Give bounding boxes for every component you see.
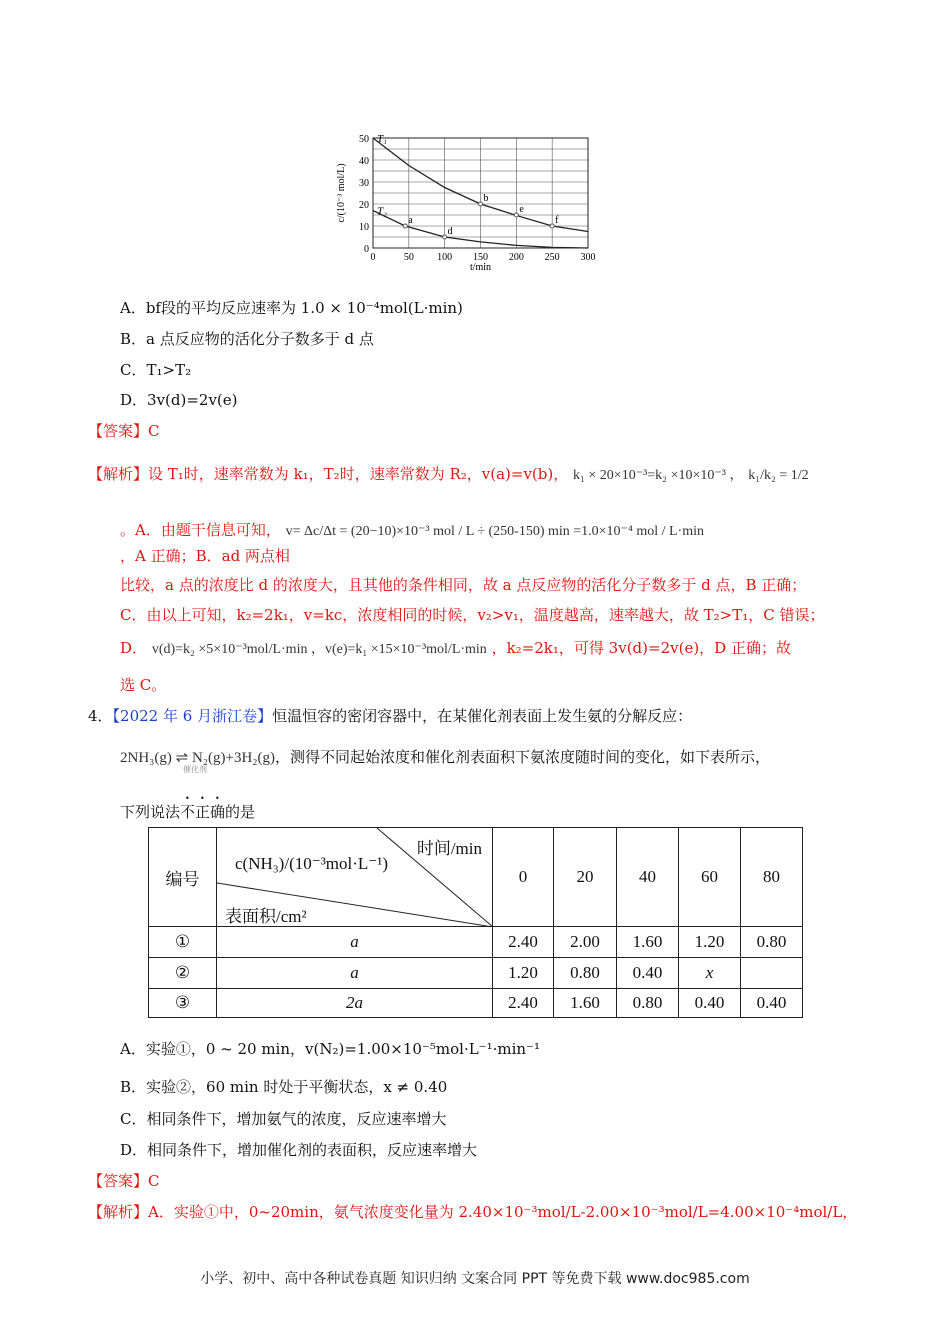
x-tick-label: 100 [437, 252, 453, 263]
q3-analysis-line6: 选 C。 [120, 676, 167, 694]
time-80: 80 [741, 828, 803, 927]
series-label: T₁ [377, 133, 387, 145]
q4-stem2: 2NH₃(g) ⇌ N₂(g)+3H₂(g)，测得不同起始浓度和催化剂表面积下氨浓度随时间的变化，如下表所示， [120, 748, 771, 766]
y-tick-label: 50 [359, 134, 369, 145]
q4-analysis: 【解析】A．实验①中，0~20min，氨气浓度变化量为 2.40×10⁻³mol/L-2.00×10⁻³mol/L=4.00×10⁻⁴mol/L， [88, 1203, 858, 1221]
q3-option-d: D．3v(d)=2v(e) [120, 391, 238, 409]
q3-analysis-line2b: ，A 正确；B．ad 两点相 [120, 547, 290, 565]
header-conc: c(NH₃)/(10⁻³mol·L⁻¹) [235, 854, 389, 873]
q4-option-d: D．相同条件下，增加催化剂的表面积，反应速率增大 [120, 1141, 478, 1159]
point-label: b [483, 193, 489, 204]
q3-option-a: A．bf段的平均反应速率为 1.0 × 10⁻⁴mol(L·min) [120, 299, 463, 317]
q3-ratio: k₁/k₂ = 1/2 [748, 468, 809, 483]
x-tick-label: 250 [544, 252, 560, 263]
q4-option-c: C．相同条件下，增加氨气的浓度，反应速率增大 [120, 1110, 447, 1128]
y-tick-label: 30 [359, 178, 369, 189]
q3-analysis-line5a: D． [120, 639, 148, 657]
q4-answer: 【答案】C [88, 1172, 160, 1190]
q4-option-b: B．实验②，60 min 时处于平衡状态，x ≠ 0.40 [120, 1078, 448, 1096]
header-time: 时间/min [416, 839, 482, 858]
table-row: ② a 1.20 0.80 0.40 x [149, 958, 803, 989]
header-diagonal [217, 828, 493, 927]
header-area: 表面积/cm² [225, 907, 307, 926]
q4-option-a: A．实验①，0 ~ 20 min，v(N₂)=1.00×10⁻⁵mol·L⁻¹·min⁻¹ [120, 1040, 540, 1058]
q3-analysis-group5 [120, 636, 870, 662]
point-label: e [519, 204, 524, 215]
q3-analysis-group2 [120, 518, 870, 568]
time-0: 0 [493, 828, 554, 927]
x-tick-label: 50 [403, 252, 414, 263]
data-point-b [479, 202, 483, 206]
q3-analysis-line1: 【解析】设 T₁时，速率常数为 k₁，T₂时，速率常数为 R₂，v(a)=v(b)， [88, 465, 569, 483]
data-point-e [514, 213, 518, 217]
q3-analysis-line2a: 。A．由题干信息可知， [120, 521, 281, 539]
q4-stem: 4．【2022 年 6 月浙江卷】恒温恒容的密闭容器中，在某催化剂表面上发生氨的分解反应： [88, 707, 693, 725]
point-label: a [408, 215, 413, 226]
q3-answer: 【答案】C [88, 422, 160, 440]
data-point-a [403, 224, 407, 228]
q3-analysis-line5b: ，k₂=2k₁，可得 3v(d)=2v(e)，D 正确；故 [491, 639, 791, 657]
q3-analysis-line3: 比较，a 点的浓度比 d 的浓度大，且其他的条件相同，故 a 点反应物的活化分子数多于 d 点，B 正确； [120, 576, 807, 594]
table-row: ① a 2.40 2.00 1.60 1.20 0.80 [149, 927, 803, 958]
time-40: 40 [617, 828, 679, 927]
q4-source: 【2022 年 6 月浙江卷】 [112, 707, 273, 725]
y-tick-label: 0 [364, 244, 369, 255]
data-point-f [550, 224, 554, 228]
data-point-d [443, 235, 447, 239]
concentration-time-chart [330, 120, 610, 280]
q3-analysis-line4: C．由以上可知，k₂=2k₁，v=kc，浓度相同的时候，v₂>v₁，温度越高，速率越大，故 T₂>T₁，C 错误； [120, 606, 825, 624]
q3-rate-formula: v= Δc/Δt = (20−10)×10⁻³ mol / L ÷ (250-150) min =1.0×10⁻⁴ mol / L·min [285, 524, 704, 539]
header-no: 编号 [149, 828, 217, 927]
q3-rate-d-e: v(d)=k₂ ×5×10⁻³mol/L·min ，v(e)=k₁ ×15×10⁻³mol/L·min [151, 642, 487, 657]
x-tick-label: 200 [508, 252, 524, 263]
time-60: 60 [679, 828, 741, 927]
q4-stem3: 下列说法不正确的是 [120, 803, 256, 821]
y-tick-label: 10 [359, 222, 369, 233]
series-label: T₂ [377, 205, 387, 218]
x-tick-label: 150 [473, 252, 488, 263]
x-tick-label: 0 [370, 252, 376, 263]
y-tick-label: 20 [359, 200, 369, 211]
q3-equation-1: k₁ × 20×10⁻³=k₂ ×10×10⁻³ ， [573, 468, 744, 483]
point-label: f [555, 215, 559, 226]
x-tick-label: 300 [580, 252, 596, 263]
time-20: 20 [554, 828, 617, 927]
ammonia-table [148, 827, 803, 1018]
footer: 小学、初中、高中各种试卷真题 知识归纳 文案合同 PPT 等免费下载 www.doc985.com [200, 1271, 750, 1287]
y-tick-label: 40 [359, 156, 369, 167]
q3-option-c: C．T₁>T₂ [120, 361, 192, 379]
x-axis-label: t/min [469, 262, 492, 273]
q3-option-b: B．a 点反应物的活化分子数多于 d 点 [120, 330, 374, 348]
y-axis-label: c/(10⁻³ mol/L) [336, 163, 347, 223]
q3-analysis-group1 [88, 462, 868, 488]
catalyst-label: 催化剂 [183, 765, 207, 774]
table-row: ③ 2a 2.40 1.60 0.80 0.40 0.40 [149, 989, 803, 1018]
point-label: d [447, 226, 453, 237]
